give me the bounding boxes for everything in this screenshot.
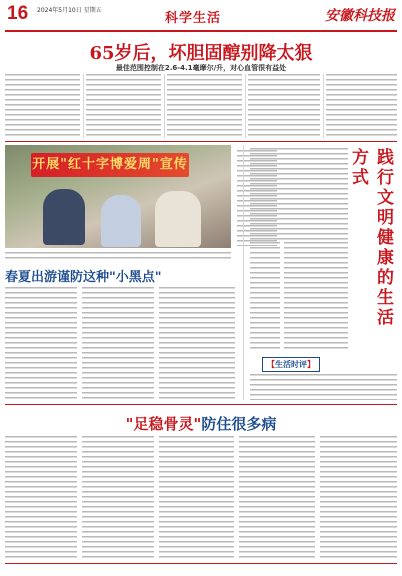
photo-banner: 开展"红十字博爱周"宣传 — [31, 153, 189, 177]
lead-body-col-1 — [5, 74, 80, 138]
bottom-headline-accent: "足稳骨灵" — [125, 415, 202, 433]
column-rule — [164, 74, 165, 138]
section-divider — [5, 141, 397, 142]
lead-headline: 65岁后，坏胆固醇别降太狠 — [89, 43, 313, 64]
column-label: 【生活时评】 — [262, 357, 320, 372]
feature-body-col-3 — [159, 287, 235, 399]
bottom-body-col-4 — [239, 436, 315, 558]
bottom-body-col-5 — [320, 436, 397, 558]
page-number: 16 — [7, 3, 29, 24]
bottom-body-col-1 — [5, 436, 77, 558]
section-title: 科学生活 — [165, 11, 222, 26]
bottom-headline-rest: 防住很多病 — [201, 415, 277, 433]
paper-logo: 安徽科技报 — [325, 8, 395, 24]
column-rule — [83, 74, 84, 138]
column-body-top — [250, 148, 348, 240]
masthead — [5, 2, 397, 32]
feature-body-col-2 — [82, 287, 154, 399]
feature-headline: 春夏出游谨防这种"小黑点" — [5, 270, 162, 285]
column-label-text: 生活时评 — [275, 360, 307, 369]
bottom-headline — [5, 413, 397, 434]
photo-person — [101, 195, 141, 247]
column-body-bottom — [250, 374, 397, 400]
lead-body-col-4 — [248, 74, 320, 138]
column-title: 践行文明健康的生活方式 — [348, 148, 393, 328]
lead-body-col-2 — [86, 74, 161, 138]
photo-person — [155, 191, 201, 247]
feature-photo — [5, 145, 231, 248]
lead-body-col-3 — [167, 74, 242, 138]
lead-body-col-5 — [326, 74, 397, 138]
column-rule — [323, 74, 324, 138]
column-body-mid — [284, 242, 348, 350]
lead-subheadline: 最佳范围控制在2.6-4.1毫摩尔/升，对心血管很有益处 — [115, 64, 287, 72]
feature-body-col-1 — [5, 287, 77, 399]
photo-person — [43, 189, 85, 245]
page-footer — [5, 563, 397, 574]
bottom-body-col-3 — [159, 436, 234, 558]
column-body-low — [250, 242, 280, 350]
section-divider — [5, 404, 397, 405]
feature-intro — [5, 252, 231, 262]
column-rule — [243, 145, 244, 400]
column-rule — [245, 74, 246, 138]
bottom-body-col-2 — [82, 436, 154, 558]
issue-date: 2024年5月10日 星期五 — [37, 7, 102, 14]
